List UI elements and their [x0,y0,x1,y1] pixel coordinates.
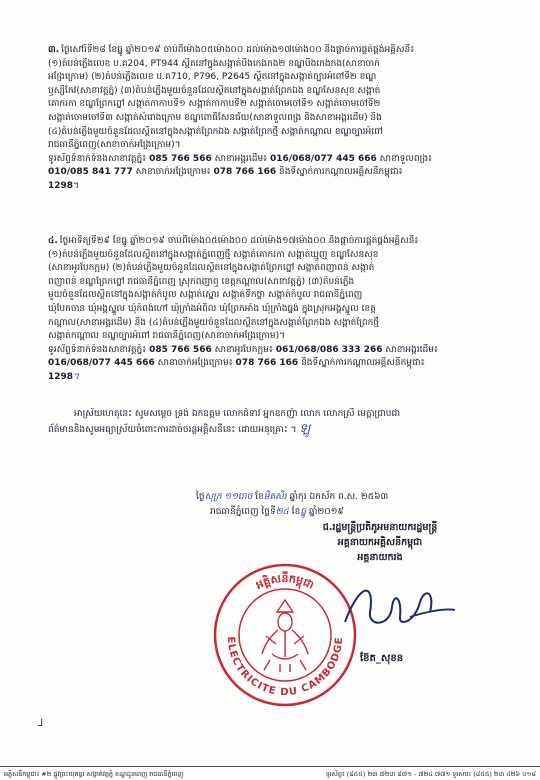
end-mark: ។ [73,371,79,382]
item-3-line-6: សង្កាត់ចោមចៅទី៣ សង្កាត់សំរោងក្រោម ខណ្ឌពោធិ៍សែនជ័យ(សាខាទួលពង្រ និងសាខាអង្គរដើម) និង [48,112,382,123]
date-label: ថ្ងៃ [196,492,205,502]
item-3-line-4: ឫស្សីកែវ(សាខាវត្តភ្នំ) (៣)តំបន់ភ្លើងមួយចំនួនដែលស្ថិតនៅក្នុងសង្កាត់ព្រែកឯង ខណ្ឌសែនសុខ សង្កាត់ [48,85,381,96]
item-3-contacts-2 [48,166,500,180]
item-4-line-5: មួយចំនួនដែលស្ថិតនៅក្នុងសង្កាត់កំបូល សង្កាត់ស្នោរ សង្កាត់ទឹកថ្លា សង្កាត់កំបូល រាជធានីភ្នំពេញ [48,290,363,301]
phone-number: 078 766 166 [213,167,277,178]
item-3-line-5: គោករកា ខណ្ឌព្រែកព្នៅ សង្កាត់កាកាបទី១ សង្កាត់កាកាបទី២ សង្កាត់ចោមចៅទី១ សង្កាត់ចោមចៅទី២ [48,99,381,110]
contact-label: សាខាចាក់អង្រែក្រោម៖ [157,358,233,369]
phone-number: 016/068/077 445 666 [270,153,377,164]
item-4-line-2: (១)តំបន់ភ្លើងមួយចំនួនដែលស្ថិតនៅក្នុងសង្កាត់ភ្នំពេញថ្មី សង្កាត់គោករកា សង្កាត់ឃ្មួញ ខណ្ឌសែនសុខ [48,249,379,260]
date-label: ឆ្នាំកុរ ឯកស័ក ព.ស. ២៥៦៣ [286,492,389,502]
org-title-line-3: អគ្គនាយករង [357,552,403,563]
contact-label: ទូរស័ព្ទទំនាក់ទំនងសាខាវត្តភ្នំ៖ [48,153,147,164]
contact-label: និងទីស្នាក់ការកណ្តាលអគ្គិសនីកម្ពុជា៖ [278,167,403,178]
handwritten-initials: ឡូ [299,421,311,435]
handwritten-month: មិគសិរ [263,492,287,502]
item-4-contacts-1 [48,344,500,358]
phone-number: 078 766 166 [235,358,299,369]
end-mark: ។ [73,180,79,191]
closing-paragraph [48,408,500,437]
footer [4,770,536,780]
item-3-line-8: រាជធានីភ្នំពេញ(សាខាចាក់អង្រែក្រោម)។ [48,140,181,151]
contact-label: សាខាអូរបែកក្អម៖ [214,344,273,355]
item-3-contacts-1 [48,153,500,167]
closing-line-1: អាស្រ័យហេតុនេះ សូមសម្តេច ទ្រង់ ឯកឧត្តម លោកជំទាវ អ្នកឧកញ៉ា លោក លោកស្រី មេត្តាជ្រាបជា [74,409,401,419]
phone-number: 010/085 841 777 [48,167,133,178]
contact-label: សាខាទួលពង្រ៖ [379,153,432,164]
item-4-line-6: ឃុំបែកចាន ឃុំអង្គស្នួល ឃុំកំពង់ហៅ ឃុំក្រាំងអំពិល ឃុំព្រែកអាំង ឃុំក្រាំងធ្នង់ ក្នុងស្រុកអង្គស្នួល ខេត្ត [48,303,376,314]
date-label: ខែ [252,492,264,502]
phone-number: 1298 [48,180,74,191]
notice-item-3 [48,44,500,194]
phone-number: 085 766 566 [149,153,212,164]
item-4-contacts-3 [48,371,500,385]
date-label: រាជធានីភ្នំពេញ ថ្ងៃទី [210,507,276,517]
contact-label: សាខាចាក់អង្រែក្រោម៖ [135,167,211,178]
handwritten-month: ធ្នូ [300,507,307,517]
item-4-line-3: (សាខាអូរបែកក្អម) (២)តំបន់ភ្លើងមួយចំនួនដែលស្ថិតនៅក្នុងសង្កាត់ព្រែកព្នៅ សង្កាត់ពញាពន់ សង្កាត់ [48,263,375,274]
contact-label: សាខាអង្គរដើម៖ [214,153,268,164]
footer-divider [0,766,540,767]
phone-number: 016/068/077 445 666 [48,358,155,369]
item-4-line-1 [48,235,500,249]
handwritten-day: ២៤ [275,507,289,517]
contact-label: សាខាអង្គរដើម៖ [385,344,438,355]
item-4-line-4: ពញាពន់ ខណ្ឌព្រែកព្នៅ រាជធានីភ្នំពេញ ស្រុកពញាឮ ខេត្តកណ្តាល(សាខាវត្តភ្នំ) (៣)តំបន់ភ្លើង [48,276,355,287]
seal-bottom-text: ELECTRICITE DU CAMBODGE [224,636,346,699]
item-3-line-7: (៤)តំបន់ភ្លើងមួយចំនួនដែលស្ថិតនៅក្នុងសង្កាត់ព្រែកឯង សង្កាត់ព្រែកថ្មី សង្កាត់កណ្តាល ខណ្ឌច្បារអំពៅ [48,126,383,137]
item-number: ៤. [48,236,58,246]
item-4-line-7: កណ្តាល(សាខាអង្គរដើម) និង (៤)តំបន់ភ្លើងមួយចំនួនដែលស្ថិតនៅក្នុងសង្កាត់ព្រែកឯង សង្កាត់ព្រែកថ្មី [48,317,379,328]
item-3-line-3: អង្រែក្រោម) (២)តំបន់ភ្លើងលេខ ប.គ710, P796, P2645 ស្ថិតនៅក្នុងសង្កាត់ច្បារអំពៅទី២ ខណ្ឌ [48,72,377,83]
footer-contacts: ទូរស័ព្ទ៖ (៨៥៥) ២៣ ៧២៣ ៨៧១ - ៧២៤ ៧៧១ ទូរសារ៖ (៨៥៥) ២៣ ៤២៦ ០១៨ [325,770,536,778]
item-3-line-2: (១)តំបន់ភ្លើងលេខ ប.គ204, PT944 ស្ថិតនៅក្នុងសង្កាត់បឹងកេងកង២ ខណ្ឌបឹងកេងកង(សាខាចាក់ [48,58,380,69]
closing-line-2 [48,422,500,438]
notice-item-4 [48,235,500,385]
date-label: ឆ្នាំ២០១៩ [306,507,344,517]
org-title-line-2: អគ្គនាយកអគ្គិសនីកម្ពុជា [337,537,423,548]
item-3-line-1 [48,44,500,58]
margin-mark: ᒧ [37,718,44,729]
lunar-date-line [196,490,496,504]
item-4-line-8: សង្កាត់កណ្តាល ខណ្ឌច្បារអំពៅ រាជធានីភ្នំពេញ(សាខាចាក់អង្រែក្រោម)។ [48,331,286,342]
item-4-text-1: ថ្ងៃអាទិត្យទី២៩ ខែធ្នូ ឆ្នាំ២០១៩ ចាប់ពីម៉ោង០៥ម៉ោង០០ ដល់ម៉ោង១៧ម៉ោង០០ និងផ្តាច់ការផ្គត់ផ្គង់អគ្គិសនី៖ [59,236,419,246]
phone-number: 1298 [48,371,74,382]
signatory-name: ខ៊ែត_សុខន [360,653,404,664]
phone-number: 085 766 566 [149,344,212,355]
closing-text: ព័ត៌មាននិងសូមអធ្យាស្រ័យចំពោះការដាច់ចរន្តអគ្គិសនីនេះ ដោយអនុគ្រោះ ។ [48,424,297,435]
date-label: ខែ [288,507,301,517]
solar-date-line [210,505,510,519]
item-number: ៣. [48,45,60,55]
contact-label: ទូរស័ព្ទទំនាក់ទំនងសាខាវត្តភ្នំ៖ [48,344,147,355]
item-4-contacts-2 [48,357,500,371]
signature-icon [330,572,460,642]
seal-top-text: អគ្គិសនីកម្ពុជា [253,571,316,592]
phone-number: 061/068/086 333 266 [275,344,383,355]
org-title-line-1: ជ.រដ្ឋមន្ត្រីប្រតិភូអមនាយករដ្ឋមន្ត្រី [322,522,438,533]
contact-label: និងទីស្នាក់ការកណ្តាលអគ្គិសនីកម្ពុជា៖ [301,358,425,369]
item-3-text-1: ថ្ងៃសៅរ៍ទី២៨ ខែធ្នូ ឆ្នាំ២០១៩ ចាប់ពីម៉ោង០៥ម៉ោង០០ ដល់ម៉ោង១៧ម៉ោង០០ និងផ្តាច់ការផ្គត់ផ្គង់អគ្គិសនី៖ [61,45,415,55]
footer-address: អគ្គិសនីកម្ពុជា៖ #២ ផ្លូវព្រះយុគន្ធរ សង្កាត់វត្តភ្នំ ខណ្ឌដូនពេញ រាជធានីភ្នំពេញ [4,770,184,778]
item-3-contacts-3 [48,180,500,194]
handwritten-day: សុក្រ ១១រោច [204,492,253,502]
